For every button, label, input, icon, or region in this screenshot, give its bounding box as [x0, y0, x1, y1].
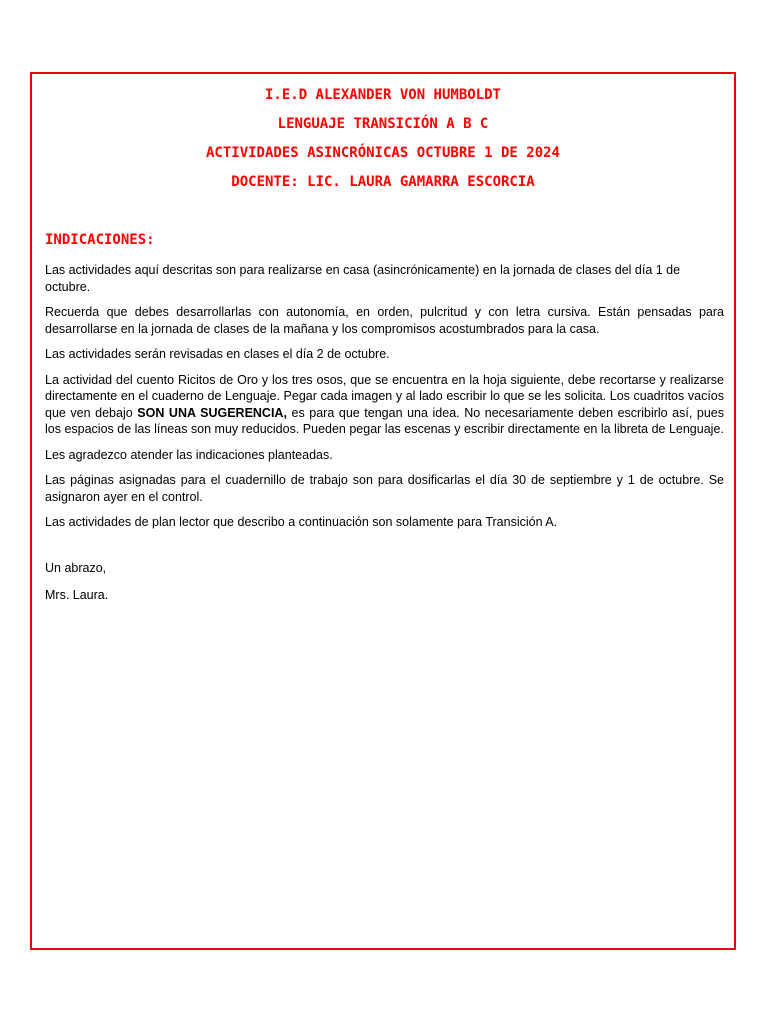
activities-title: ACTIVIDADES ASINCRÓNICAS OCTUBRE 1 DE 2024	[205, 145, 560, 161]
closing-block	[45, 560, 108, 613]
closing-greeting: Un abrazo,	[45, 561, 107, 575]
signature: Mrs. Laura.	[45, 587, 109, 602]
instruction-paragraph: Recuerda que debes desarrollarlas con autonomía, en orden, pulcritud y con letra cursiva. Están pensadas para desarrollarse en la jornada de clases de la mañana y los compromisos acostumbrados para la casa.	[45, 305, 724, 336]
instruction-paragraph: Las actividades de plan lector que describo a continuación son solamente para Transición A.	[45, 515, 558, 529]
instruction-text: La actividad del cuento Ricitos de Oro y los tres osos, que se encuentra en la hoja siguiente, debe recortarse y realizarse directamente en el cuaderno de Lenguaje. Pegar cada imagen y al lado escribir lo que se les solicita. Los cuadritos vacíos que ven debajo	[45, 372, 724, 420]
teacher-name: DOCENTE: LIC. LAURA GAMARRA ESCORCIA	[231, 174, 535, 190]
instruction-paragraph: Las páginas asignadas para el cuadernillo de trabajo son para dosificarlas el día 30 de septiembre y 1 de octubre. Se asignaron ayer en el control.	[45, 473, 724, 504]
school-name: I.E.D ALEXANDER VON HUMBOLDT	[264, 87, 501, 103]
instruction-paragraph: Las actividades aquí descritas son para realizarse en casa (asincrónicamente) en la jornada de clases del día 1 de octubre.	[45, 263, 681, 294]
suggestion-emphasis: SON UNA SUGERENCIA,	[137, 405, 287, 420]
subject-title: LENGUAJE TRANSICIÓN A B C	[277, 116, 489, 132]
instructions-heading: INDICACIONES:	[45, 232, 155, 248]
instruction-paragraph	[45, 372, 724, 438]
instruction-paragraph: Las actividades serán revisadas en clases el día 2 de octubre.	[45, 347, 390, 361]
instructions-body	[45, 262, 724, 540]
instruction-text: es para que tengan una idea. No necesariamente deben escribirlo así, pues los espacios de las líneas son muy reducidos. Pueden pegar las escenas y escribir directamente en la libreta de Lenguaje.	[45, 405, 725, 436]
instruction-paragraph: Les agradezco atender las indicaciones planteadas.	[45, 447, 333, 462]
document-header	[32, 88, 734, 204]
page-frame	[30, 72, 736, 950]
